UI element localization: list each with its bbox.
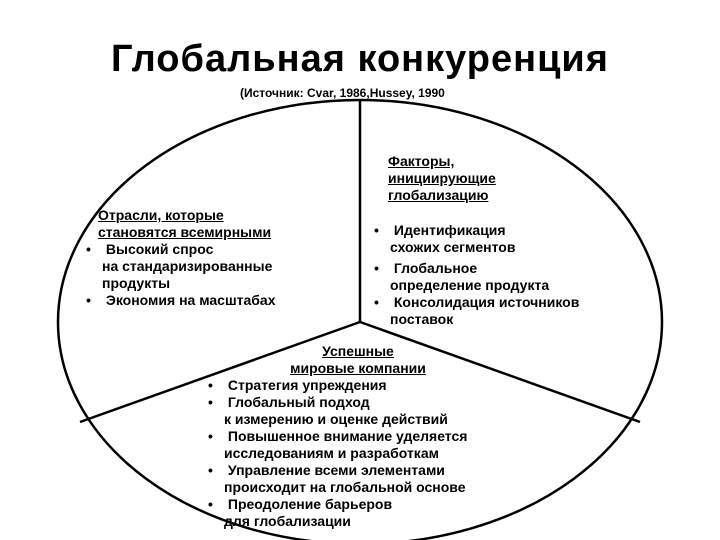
page-title: Глобальная конкуренция <box>111 38 609 80</box>
sector-companies <box>208 343 578 530</box>
list-item: • Глобальный подход к измерению и оценке действий <box>208 394 578 428</box>
sector-heading: Отрасли, которые становятся всемирными <box>98 207 272 240</box>
sector-industries <box>86 207 356 309</box>
source-citation: (Источник: Cvar, 1986,Hussey, 1990 <box>240 86 445 100</box>
list-item: • Стратегия упреждения <box>208 377 578 394</box>
list-item: • Глобальное определение продукта <box>374 260 674 294</box>
list-item: • Идентификация схожих сегментов <box>374 222 674 256</box>
sector-factors <box>374 153 674 328</box>
list-item: • Высокий спрос на стандаризированные продукты <box>86 241 356 292</box>
list-item: • Экономия на масштабах <box>86 292 356 309</box>
list-item: • Повышенное внимание уделяется исследованиям и разработкам <box>208 428 578 462</box>
list-item: • Консолидация источников поставок <box>374 294 674 328</box>
list-item: • Преодоление барьеров для глобализации <box>208 496 578 530</box>
list-item: • Управление всеми элементами происходит на глобальной основе <box>208 462 578 496</box>
sector-heading: Факторы, инициирующие глобализацию <box>388 153 496 203</box>
sector-heading: Успешные мировые компании <box>290 343 426 376</box>
